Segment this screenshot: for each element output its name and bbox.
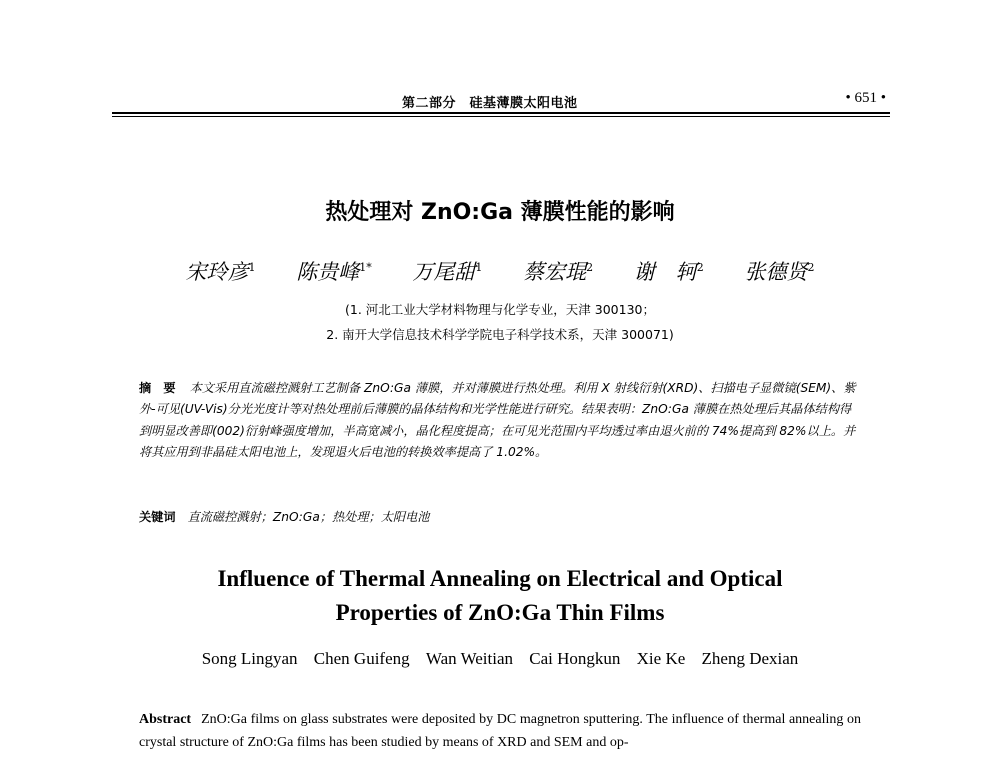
english-abstract — [139, 708, 861, 754]
affiliation-2: 2. 南开大学信息技术科学学院电子科学技术系，天津 300071) — [326, 327, 674, 342]
english-abstract-text: ZnO:Ga films on glass substrates were deposited by DC magnetron sputtering. The influence of thermal annealing on crystal structure of ZnO:Ga films has been studied by means of XRD and SEM and op- — [139, 712, 861, 750]
chinese-authors — [0, 256, 1000, 286]
chinese-abstract-text: 本文采用直流磁控溅射工艺制备 ZnO:Ga 薄膜，并对薄膜进行热处理。利用 X 射线衍射(XRD)、扫描电子显微镜(SEM)、紫外-可见(UV-Vis)分光光度计等对热处理前后薄膜的晶体结构和光学性能进行研究。结果表明：ZnO:Ga 薄膜在热处理后其晶体结构得到明显改善即(002)衍射峰强度增加，半高宽减小，晶化程度提高；在可见光范围内平均透过率由退火前的 74%提高到 82%以上。并将其应用到非晶硅太阳电池上，发现退火后电池的转换效率提高了 1.02%。 — [139, 381, 856, 459]
chinese-author: 谢 轲$^2$ — [633, 260, 704, 284]
chinese-author: 万尾甜$^1$ — [412, 260, 483, 284]
affiliation-1: (1. 河北工业大学材料物理与化学专业，天津 300130； — [345, 302, 655, 317]
chinese-abstract-label: 摘 要 — [139, 381, 176, 395]
english-title-line-1: Influence of Thermal Annealing on Electrical and Optical — [217, 566, 783, 591]
chinese-author: 陈贵峰$^{1*}$ — [296, 260, 372, 284]
english-authors — [0, 649, 1000, 669]
english-author: Song Lingyan — [201, 649, 298, 668]
english-author: Chen Guifeng — [313, 649, 410, 668]
english-author: Wan Weitian — [425, 649, 514, 668]
chinese-keywords — [139, 508, 861, 525]
english-author: Cai Hongkun — [529, 649, 621, 668]
chinese-keywords-text: 直流磁控溅射；ZnO:Ga；热处理；太阳电池 — [187, 510, 430, 524]
chinese-author: 蔡宏琨$^2$ — [523, 260, 594, 284]
section-title: 第二部分 硅基薄膜太阳电池 — [402, 96, 578, 111]
english-abstract-label: Abstract — [139, 712, 192, 727]
english-author: Zheng Dexian — [701, 649, 799, 668]
chinese-title: 热处理对 ZnO:Ga 薄膜性能的影响 — [325, 200, 675, 225]
english-author: Xie Ke — [636, 649, 686, 668]
chinese-author: 宋玲彦$^1$ — [185, 260, 256, 284]
page-number: • 651 • — [845, 90, 886, 106]
running-header — [112, 90, 890, 114]
header-rule-thick — [112, 112, 890, 114]
chinese-keywords-label: 关键词 — [139, 510, 176, 524]
header-rule-thin — [112, 116, 890, 117]
chinese-abstract — [139, 378, 861, 463]
chinese-author: 张德贤$^2$ — [744, 260, 815, 284]
english-title-line-2: Properties of ZnO:Ga Thin Films — [335, 600, 665, 625]
